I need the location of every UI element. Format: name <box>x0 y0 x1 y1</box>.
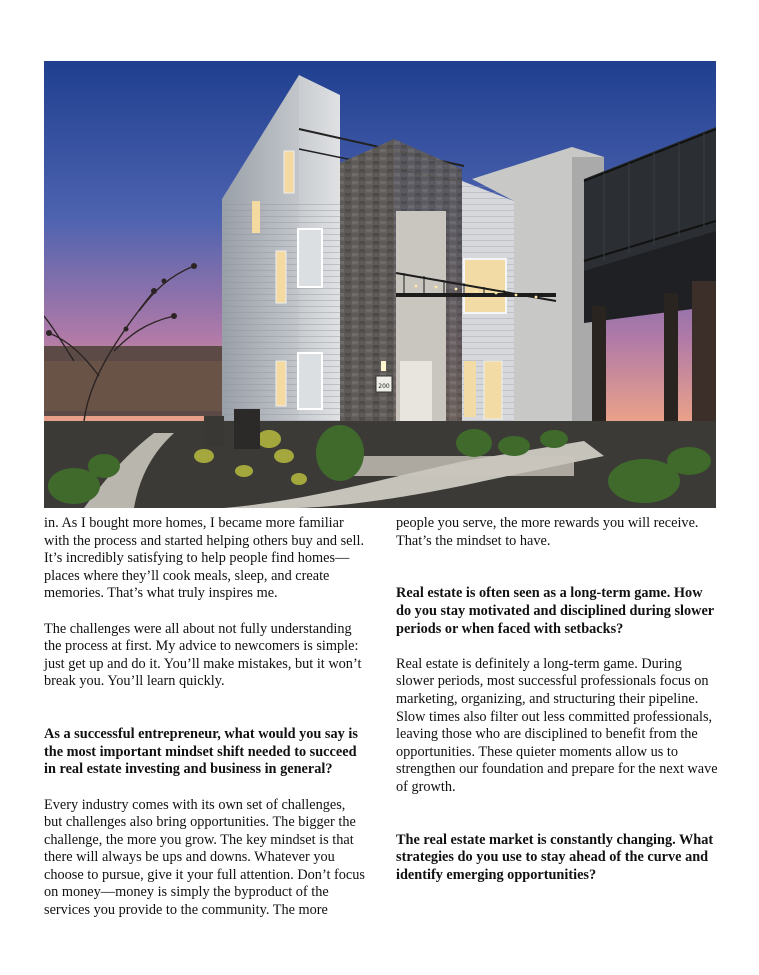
right-column <box>396 515 718 902</box>
townhouse-photo <box>44 61 716 508</box>
question-heading: As a successful entrepreneur, what would you say is the most important mindset shift needed to succeed in real estate investing and business in general? <box>44 726 358 778</box>
townhouse-illustration <box>44 61 716 508</box>
paragraph: people you serve, the more rewards you will receive. That’s the mindset to have. <box>396 515 699 549</box>
paragraph: Real estate is definitely a long-term game. During slower periods, most successful professionals focus on marketing, organizing, and structuring their pipeline. Slow times also filter out less committed professionals, leaving those who are disciplined to benefit from the opportunities. These quieter moments allow us to strengthen our foundation and prepare for the next wave of growth. <box>396 655 718 795</box>
question-heading: Real estate is often seen as a long-term game. How do you stay motivated and disciplined during slower periods or when faced with setbacks? <box>396 585 714 637</box>
paragraph: Every industry comes with its own set of challenges, but challenges also bring opportunities. The bigger the challenge, the more you grow. The key mindset is that there will always be ups and downs. Whatever you choose to pursue, give it your full attention. Don’t focus on money—money is simply the byproduct of the services you provide to the community. The more <box>44 796 365 919</box>
paragraph: in. As I bought more homes, I became more familiar with the process and started helping others buy and sell. It’s incredibly satisfying to help people find homes—places where they’ll cook meals, sleep, and create memories. That’s what truly inspires me. <box>44 515 365 602</box>
question-heading: The real estate market is constantly changing. What strategies do you use to stay ahead of the curve and identify emerging opportunities? <box>396 831 714 883</box>
left-column <box>44 515 366 937</box>
paragraph: The challenges were all about not fully understanding the process at first. My advice to newcomers is simple: just get up and do it. You’ll make mistakes, but it won’t break you. You’ll learn quickly. <box>44 620 362 690</box>
house-number: 200 <box>378 383 390 390</box>
